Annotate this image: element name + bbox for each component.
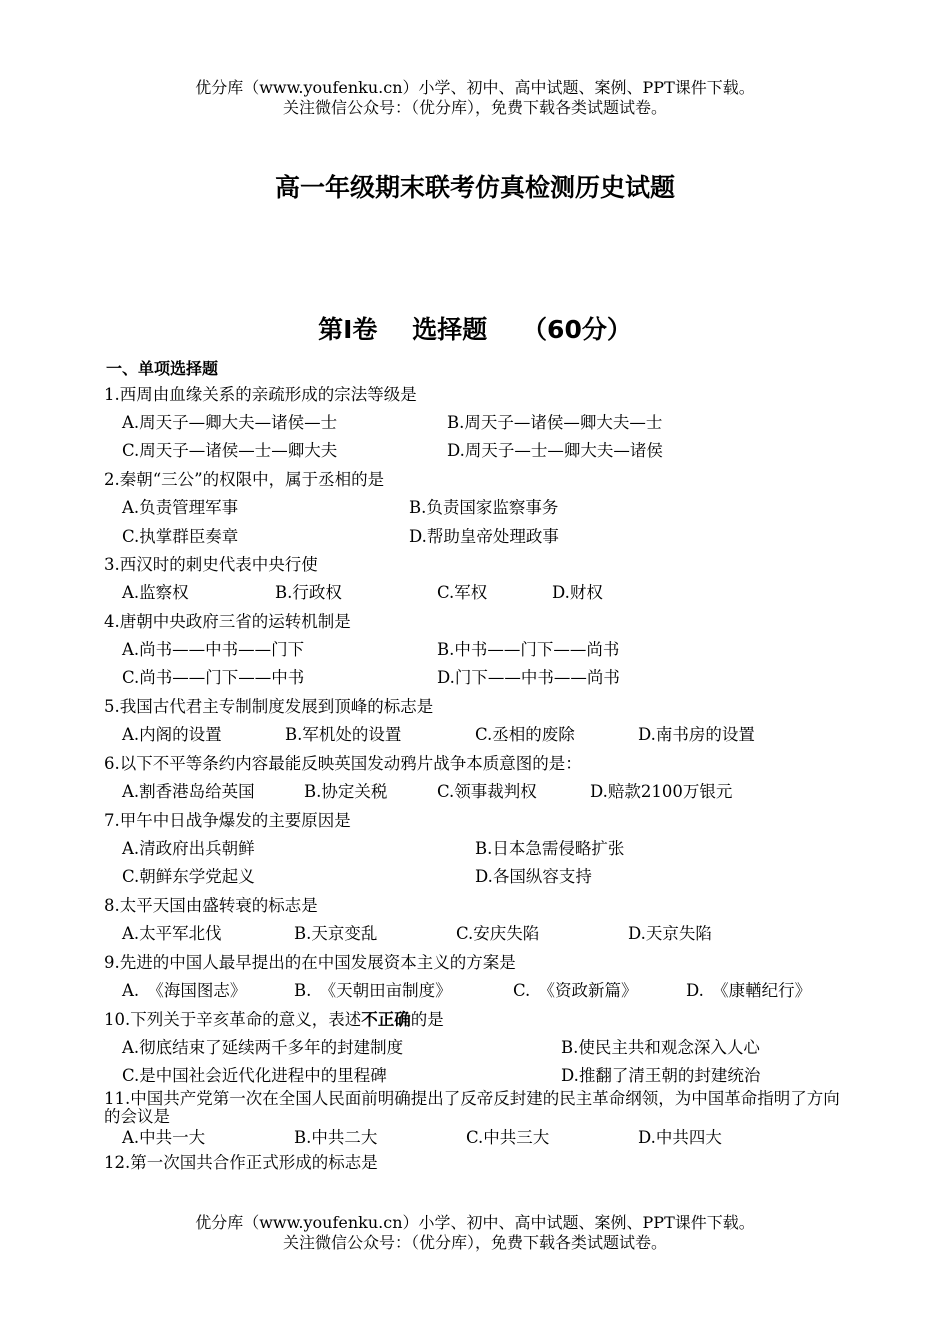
question-stem: 2.秦朝“三公”的权限中，属于丞相的是 (104, 470, 385, 489)
question-stem: 4.唐朝中央政府三省的运转机制是 (104, 612, 351, 631)
option-b: B. 《天朝田亩制度》 (294, 981, 452, 1000)
option-d: D.周天子—士—卿大夫—诸侯 (447, 441, 663, 460)
question-stem: 12.第一次国共合作正式形成的标志是 (104, 1153, 378, 1172)
question-stem-emphasis: 不正确 (361, 1010, 411, 1029)
option-c: C.朝鲜东学党起义 (122, 867, 255, 886)
option-d: D.帮助皇帝处理政事 (409, 527, 559, 546)
option-b: B.军机处的设置 (285, 725, 402, 744)
option-a: A.清政府出兵朝鲜 (122, 839, 255, 858)
option-a: A.彻底结束了延续两千多年的封建制度 (122, 1038, 404, 1057)
option-c: C.中共三大 (466, 1128, 550, 1147)
question-stem (104, 1010, 444, 1030)
option-d: D.中共四大 (638, 1128, 722, 1147)
section-subtitle: 第Ⅰ卷 选择题 （60分） (318, 315, 632, 344)
option-c: C.安庆失陷 (456, 924, 540, 943)
question-stem: 8.太平天国由盛转衰的标志是 (104, 896, 318, 915)
option-c: C.执掌群臣奏章 (122, 527, 239, 546)
question-stem: 5.我国古代君主专制制度发展到顶峰的标志是 (104, 697, 434, 716)
option-a: A.负责管理军事 (122, 498, 239, 517)
header-line-2: 关注微信公众号：（优分库），免费下载各类试题试卷。 (282, 98, 667, 117)
option-c: C.是中国社会近代化进程中的里程碑 (122, 1066, 387, 1085)
option-b: B.日本急需侵略扩张 (475, 839, 625, 858)
option-c: C.领事裁判权 (437, 782, 537, 801)
question-stem-part: 的是 (410, 1010, 444, 1029)
option-d: D. 《康輶纪行》 (686, 981, 812, 1000)
option-a: A.割香港岛给英国 (122, 782, 255, 801)
option-a: A.周天子—卿大夫—诸侯—士 (122, 413, 338, 432)
option-b: B.中书——门下——尚书 (437, 640, 620, 659)
option-c: C.尚书——门下——中书 (122, 668, 305, 687)
option-a: A. 《海国图志》 (122, 981, 247, 1000)
option-a: A.内阁的设置 (122, 725, 222, 744)
option-b: B.协定关税 (304, 782, 388, 801)
option-c: C.周天子—诸侯—士—卿大夫 (122, 441, 338, 460)
option-d: D.各国纵容支持 (475, 867, 592, 886)
header-line-1: 优分库（www.youfenku.cn）小学、初中、高中试题、案例、PPT课件下载。 (195, 78, 755, 97)
section-heading: 一、单项选择题 (106, 359, 219, 378)
option-b: B.中共二大 (294, 1128, 378, 1147)
option-d: D.门下——中书——尚书 (437, 668, 620, 687)
option-b: B.天京变乱 (294, 924, 378, 943)
option-d: D.天京失陷 (628, 924, 712, 943)
option-b: B.负责国家监察事务 (409, 498, 559, 517)
option-a: A.中共一大 (122, 1128, 206, 1147)
question-stem: 6.以下不平等条约内容最能反映英国发动鸦片战争本质意图的是： (104, 754, 582, 773)
option-c: C.丞相的废除 (475, 725, 575, 744)
option-d: D.赔款2100万银元 (590, 782, 733, 801)
question-stem: 3.西汉时的刺史代表中央行使 (104, 555, 318, 574)
footer-line-1: 优分库（www.youfenku.cn）小学、初中、高中试题、案例、PPT课件下载。 (195, 1213, 755, 1232)
option-b: B.周天子—诸侯—卿大夫—士 (447, 413, 663, 432)
option-b: B.使民主共和观念深入人心 (561, 1038, 760, 1057)
page-title: 高一年级期末联考仿真检测历史试题 (274, 173, 675, 202)
option-a: A.尚书——中书——门下 (122, 640, 305, 659)
question-stem: 7.甲午中日战争爆发的主要原因是 (104, 811, 351, 830)
question-stem: 9.先进的中国人最早提出的在中国发展资本主义的方案是 (104, 953, 516, 972)
option-b: B.行政权 (275, 583, 342, 602)
option-c: C.军权 (437, 583, 488, 602)
option-d: D.财权 (552, 583, 603, 602)
question-stem: 11.中国共产党第一次在全国人民面前明确提出了反帝反封建的民主革命纲领，为中国革命指明了方向的会议是 (104, 1089, 840, 1126)
question-stem-part: 10.下列关于辛亥革命的意义，表述 (104, 1010, 362, 1029)
option-d: D.推翻了清王朝的封建统治 (561, 1066, 761, 1085)
option-a: A.监察权 (122, 583, 189, 602)
option-d: D.南书房的设置 (638, 725, 755, 744)
footer-line-2: 关注微信公众号：（优分库），免费下载各类试题试卷。 (282, 1233, 667, 1252)
option-c: C. 《资政新篇》 (513, 981, 638, 1000)
question-stem: 1.西周由血缘关系的亲疏形成的宗法等级是 (104, 385, 417, 404)
option-a: A.太平军北伐 (122, 924, 222, 943)
